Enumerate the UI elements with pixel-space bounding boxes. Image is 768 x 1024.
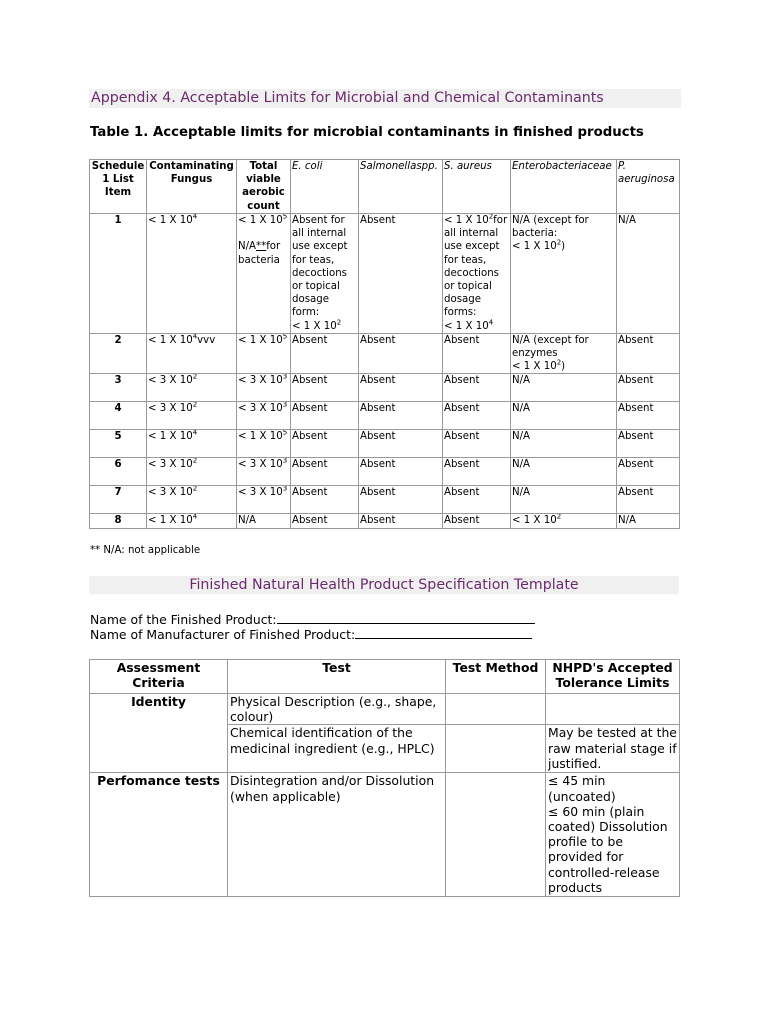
paeruginosa-cell: Absent bbox=[617, 333, 680, 374]
method-cell[interactable] bbox=[446, 694, 546, 725]
product-name-label: Name of the Finished Product: bbox=[90, 612, 277, 627]
paeruginosa-cell: N/A bbox=[617, 214, 680, 334]
aerobic-cell: < 1 X $10^5$ bbox=[237, 430, 291, 458]
row-item: 5 bbox=[90, 430, 147, 458]
appendix-heading: Appendix 4. Acceptable Limits for Microbial and Chemical Contaminants bbox=[89, 89, 681, 108]
row-item: 4 bbox=[90, 402, 147, 430]
table-row bbox=[90, 333, 680, 374]
limits-cell: ≤ 45 min (uncoated) ≤ 60 min (plain coated) Dissolution profile to be provided for controlled-release products bbox=[546, 773, 680, 897]
salmonella-cell: Absent bbox=[359, 333, 443, 374]
manufacturer-label: Name of Manufacturer of Finished Product: bbox=[90, 627, 356, 642]
ecoli-cell: Absent for all internal use except for teas, decoctions or topical dosage form: < 1 X $10^2$ bbox=[291, 214, 359, 334]
method-cell[interactable] bbox=[446, 725, 546, 773]
header-entero: Enterobacteriaceae bbox=[511, 160, 617, 214]
table1-header-row bbox=[90, 160, 680, 214]
table-row bbox=[90, 773, 680, 897]
entero-cell: N/A bbox=[511, 486, 617, 514]
manufacturer-field bbox=[90, 626, 532, 642]
header-ecoli: E. coli bbox=[291, 160, 359, 214]
salmonella-cell: Absent bbox=[359, 486, 443, 514]
salmonella-cell: Absent bbox=[359, 402, 443, 430]
row-item: 8 bbox=[90, 514, 147, 529]
header-aerobic: Total viable aerobic count bbox=[237, 160, 291, 214]
entero-cell: N/A (except for enzymes < 1 X $10^2$) bbox=[511, 333, 617, 374]
fungus-cell: < 3 X $10^2$ bbox=[147, 458, 237, 486]
row-item: 6 bbox=[90, 458, 147, 486]
saureus-cell: Absent bbox=[443, 430, 511, 458]
ecoli-cell: Absent bbox=[291, 402, 359, 430]
table-row bbox=[90, 694, 680, 725]
limits-cell bbox=[546, 694, 680, 725]
table-row bbox=[90, 374, 680, 402]
test-cell: Disintegration and/or Dissolution (when applicable) bbox=[228, 773, 446, 897]
salmonella-cell: Absent bbox=[359, 430, 443, 458]
row-item: 1 bbox=[90, 214, 147, 334]
row-item: 7 bbox=[90, 486, 147, 514]
paeruginosa-cell: Absent bbox=[617, 486, 680, 514]
header-schedule: Schedule 1 List Item bbox=[90, 160, 147, 214]
header-salmonella: Salmonellaspp. bbox=[359, 160, 443, 214]
saureus-cell: Absent bbox=[443, 458, 511, 486]
row-item: 3 bbox=[90, 374, 147, 402]
entero-cell: < 1 X $10^2$ bbox=[511, 514, 617, 529]
header-limits: NHPD's Accepted Tolerance Limits bbox=[546, 660, 680, 694]
identity-criteria: Identity bbox=[90, 694, 228, 773]
ecoli-cell: Absent bbox=[291, 458, 359, 486]
header-criteria: Assessment Criteria bbox=[90, 660, 228, 694]
aerobic-cell: < 3 X $10^3$ bbox=[237, 486, 291, 514]
saureus-cell: Absent bbox=[443, 486, 511, 514]
performance-criteria: Perfomance tests bbox=[90, 773, 228, 897]
fungus-cell: < 3 X $10^2$ bbox=[147, 402, 237, 430]
ecoli-cell: Absent bbox=[291, 486, 359, 514]
specification-table bbox=[89, 659, 680, 897]
table-row bbox=[90, 458, 680, 486]
aerobic-cell: < 1 X $10^5$ N/A**for bacteria bbox=[237, 214, 291, 334]
ecoli-cell: Absent bbox=[291, 374, 359, 402]
table1-caption: Table 1. Acceptable limits for microbial contaminants in finished products bbox=[90, 125, 644, 140]
table-row bbox=[90, 402, 680, 430]
salmonella-cell: Absent bbox=[359, 458, 443, 486]
paeruginosa-cell: Absent bbox=[617, 402, 680, 430]
aerobic-cell: N/A bbox=[237, 514, 291, 529]
test-cell: Physical Description (e.g., shape, colour) bbox=[228, 694, 446, 725]
aerobic-cell: < 3 X $10^3$ bbox=[237, 374, 291, 402]
header-saureus: S. aureus bbox=[443, 160, 511, 214]
header-fungus: Contaminating Fungus bbox=[147, 160, 237, 214]
salmonella-cell: Absent bbox=[359, 374, 443, 402]
entero-cell: N/A bbox=[511, 430, 617, 458]
saureus-cell: Absent bbox=[443, 333, 511, 374]
fungus-cell: < 1 X $10^4$ bbox=[147, 214, 237, 334]
table-row bbox=[90, 514, 680, 529]
table-row bbox=[90, 486, 680, 514]
aerobic-cell: < 3 X $10^3$ bbox=[237, 458, 291, 486]
paeruginosa-cell: Absent bbox=[617, 374, 680, 402]
product-name-field bbox=[90, 611, 535, 627]
paeruginosa-cell: Absent bbox=[617, 458, 680, 486]
salmonella-cell: Absent bbox=[359, 514, 443, 529]
aerobic-cell: < 1 X $10^5$ bbox=[237, 333, 291, 374]
spec-template-heading: Finished Natural Health Product Specification Template bbox=[89, 576, 679, 594]
header-paeruginosa: P. aeruginosa bbox=[617, 160, 680, 214]
salmonella-cell: Absent bbox=[359, 214, 443, 334]
entero-cell: N/A (except for bacteria: < 1 X $10^2$) bbox=[511, 214, 617, 334]
entero-cell: N/A bbox=[511, 402, 617, 430]
saureus-cell: Absent bbox=[443, 514, 511, 529]
paeruginosa-cell: Absent bbox=[617, 430, 680, 458]
table2-header-row bbox=[90, 660, 680, 694]
limits-cell: May be tested at the raw material stage if justified. bbox=[546, 725, 680, 773]
saureus-cell: Absent bbox=[443, 374, 511, 402]
microbial-limits-table bbox=[89, 159, 680, 529]
table-row bbox=[90, 430, 680, 458]
entero-cell: N/A bbox=[511, 458, 617, 486]
ecoli-cell: Absent bbox=[291, 333, 359, 374]
paeruginosa-cell: N/A bbox=[617, 514, 680, 529]
header-test: Test bbox=[228, 660, 446, 694]
entero-cell: N/A bbox=[511, 374, 617, 402]
row-item: 2 bbox=[90, 333, 147, 374]
ecoli-cell: Absent bbox=[291, 514, 359, 529]
manufacturer-blank[interactable] bbox=[355, 626, 532, 639]
fungus-cell: < 3 X $10^2$ bbox=[147, 374, 237, 402]
saureus-cell: < 1 X $10^2for$ all internal use except for teas, decoctions or topical dosage forms: < 1 X $10^4$ bbox=[443, 214, 511, 334]
fungus-cell: < 1 X $10^4$ bbox=[147, 430, 237, 458]
ecoli-cell: Absent bbox=[291, 430, 359, 458]
test-cell: Chemical identification of the medicinal ingredient (e.g., HPLC) bbox=[228, 725, 446, 773]
method-cell[interactable] bbox=[446, 773, 546, 897]
fungus-cell: < 3 X $10^2$ bbox=[147, 486, 237, 514]
saureus-cell: Absent bbox=[443, 402, 511, 430]
product-name-blank[interactable] bbox=[277, 611, 535, 624]
footnote: ** N/A: not applicable bbox=[90, 545, 201, 556]
header-method: Test Method bbox=[446, 660, 546, 694]
table-row bbox=[90, 214, 680, 334]
aerobic-cell: < 3 X $10^3$ bbox=[237, 402, 291, 430]
fungus-cell: < 1 X $10^4$ bbox=[147, 514, 237, 529]
fungus-cell: < 1 X $10^4vvv$ bbox=[147, 333, 237, 374]
